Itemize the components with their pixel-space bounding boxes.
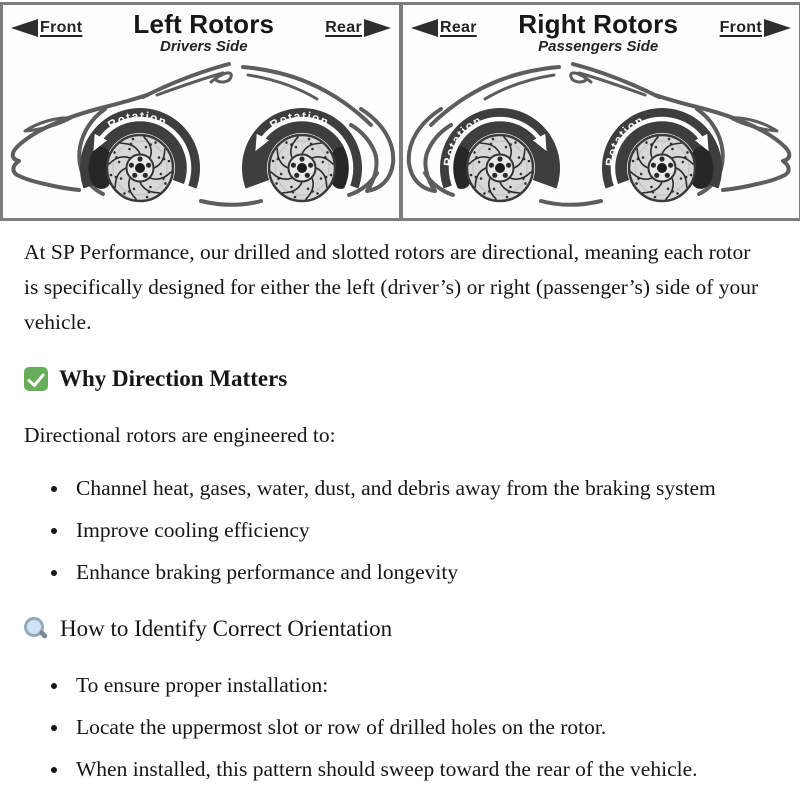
heading-text: Why Direction Matters [59,366,288,391]
right-rotors-panel [399,5,799,218]
panel-title: Right Rotors [518,9,679,39]
list-item: • To ensure proper installation: [70,668,756,703]
front-label: Front [40,19,83,36]
front-direction-indicator [11,19,82,37]
engineered-to-lead: Directional rotors are engineered to: [24,423,336,447]
heading-text: How to Identify Correct Orientation [60,616,393,641]
why-direction-matters-heading [24,364,776,394]
right-arrow-icon [764,19,791,37]
right-arrow-icon [364,19,391,37]
why-bullet-list [24,471,776,590]
left-panel-titles [133,11,274,55]
article-body [0,221,800,787]
rotation-text: Rotation [440,112,485,168]
panel-title: Left Rotors [133,9,275,39]
magnifying-glass-icon [24,617,49,642]
rotation-text: Rotation [105,108,170,133]
panel-subtitle: Passengers Side [538,38,659,56]
panel-subtitle: Drivers Side [160,38,248,56]
right-panel-titles [518,11,678,55]
left-arrow-icon [411,19,438,37]
list-item: • Channel heat, gases, water, dust, and debris away from the braking system [70,471,756,506]
front-label: Front [719,19,762,36]
left-rotors-panel [3,5,399,218]
rear-label: Rear [325,19,362,36]
rear-direction-indicator [411,19,477,37]
list-item: • When installed, this pattern should sweep toward the rear of the vehicle. [70,752,756,787]
rotor-direction-diagram [0,2,800,221]
rear-direction-indicator [325,19,391,37]
list-item: • Enhance braking performance and longevity [70,555,756,590]
intro-paragraph: At SP Performance, our drilled and slotted rotors are directional, meaning each rotor is specifically designed for either the left (driver’s) or right (passenger’s) side of your vehicle. [24,240,759,334]
front-direction-indicator [720,19,791,37]
left-panel-header [3,11,399,55]
identify-orientation-heading [24,614,776,644]
left-arrow-icon [11,19,38,37]
right-panel-header [403,11,799,55]
right-car-illustration [403,61,799,218]
rear-label: Rear [440,19,477,36]
list-item: • Improve cooling efficiency [70,513,756,548]
rotation-text: Rotation [267,108,332,133]
check-mark-icon [24,367,48,391]
rotation-text: Rotation [602,112,647,168]
left-car-illustration [3,61,399,218]
identify-bullet-list [24,668,776,787]
list-item: • Locate the uppermost slot or row of drilled holes on the rotor. [70,710,756,745]
